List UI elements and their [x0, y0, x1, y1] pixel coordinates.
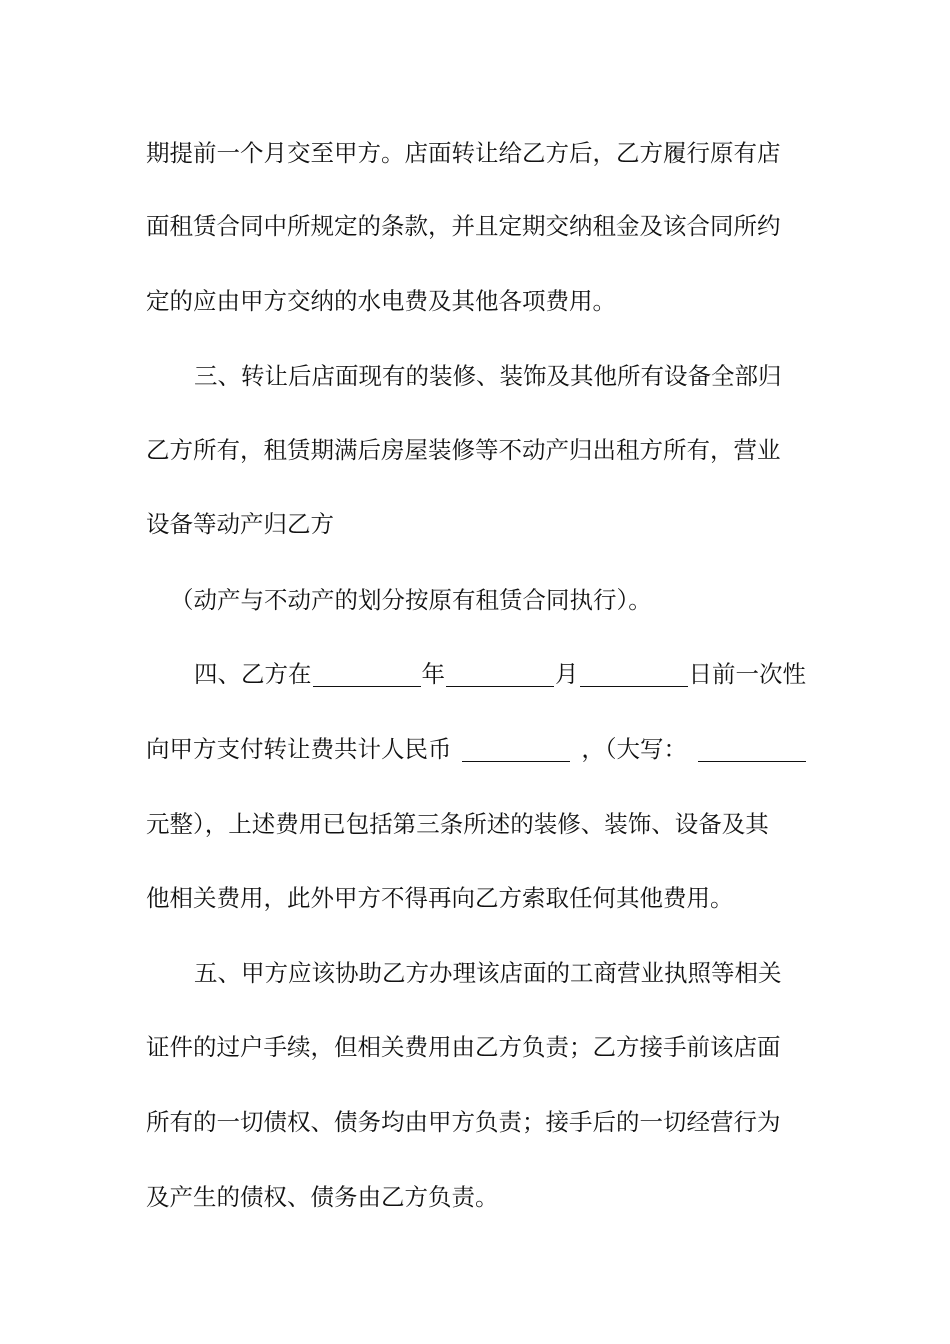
body-text-line: 面租赁合同中所规定的条款，并且定期交纳租金及该合同所约 — [146, 212, 781, 240]
fee-uppercase-blank — [698, 737, 806, 762]
clause-3-note-line: （动产与不动产的划分按原有租赁合同执行）。 — [170, 586, 652, 614]
body-text-line: 元整），上述费用已包括第三条所述的装修、装饰、设备及其 — [146, 810, 769, 838]
body-text-line: 设备等动产归乙方 — [146, 510, 334, 538]
body-text-line: 他相关费用，此外甲方不得再向乙方索取任何其他费用。 — [146, 884, 734, 912]
fee-amount-blank — [462, 737, 570, 762]
clause-4-line-1 — [194, 654, 806, 694]
body-text-line: 证件的过户手续，但相关费用由乙方负责；乙方接手前该店面 — [146, 1033, 781, 1061]
day-blank — [580, 662, 688, 687]
fee-uppercase-label: ，（大写： — [581, 735, 688, 763]
day-suffix: 日前一次性 — [688, 660, 806, 688]
body-text-line: 所有的一切债权、债务均由甲方负责；接手后的一切经营行为 — [146, 1108, 781, 1136]
body-text-line: 及产生的债权、债务由乙方负责。 — [146, 1183, 499, 1211]
month-blank — [446, 662, 554, 687]
clause-5-heading-line: 五、甲方应该协助乙方办理该店面的工商营业执照等相关 — [194, 959, 782, 987]
clause-3-heading-line: 三、转让后店面现有的装修、装饰及其他所有设备全部归 — [194, 362, 782, 390]
month-label: 月 — [555, 660, 579, 688]
clause-4-line-2 — [146, 729, 806, 769]
year-label: 年 — [421, 660, 445, 688]
clause-4-prefix: 四、乙方在 — [194, 660, 312, 688]
body-text-line: 乙方所有，租赁期满后房屋装修等不动产归出租方所有，营业 — [146, 436, 781, 464]
year-blank — [313, 662, 421, 687]
fee-label: 向甲方支付转让费共计人民币 — [146, 735, 452, 763]
body-text-line: 定的应由甲方交纳的水电费及其他各项费用。 — [146, 287, 616, 315]
body-text-line: 期提前一个月交至甲方。店面转让给乙方后，乙方履行原有店 — [146, 139, 781, 167]
